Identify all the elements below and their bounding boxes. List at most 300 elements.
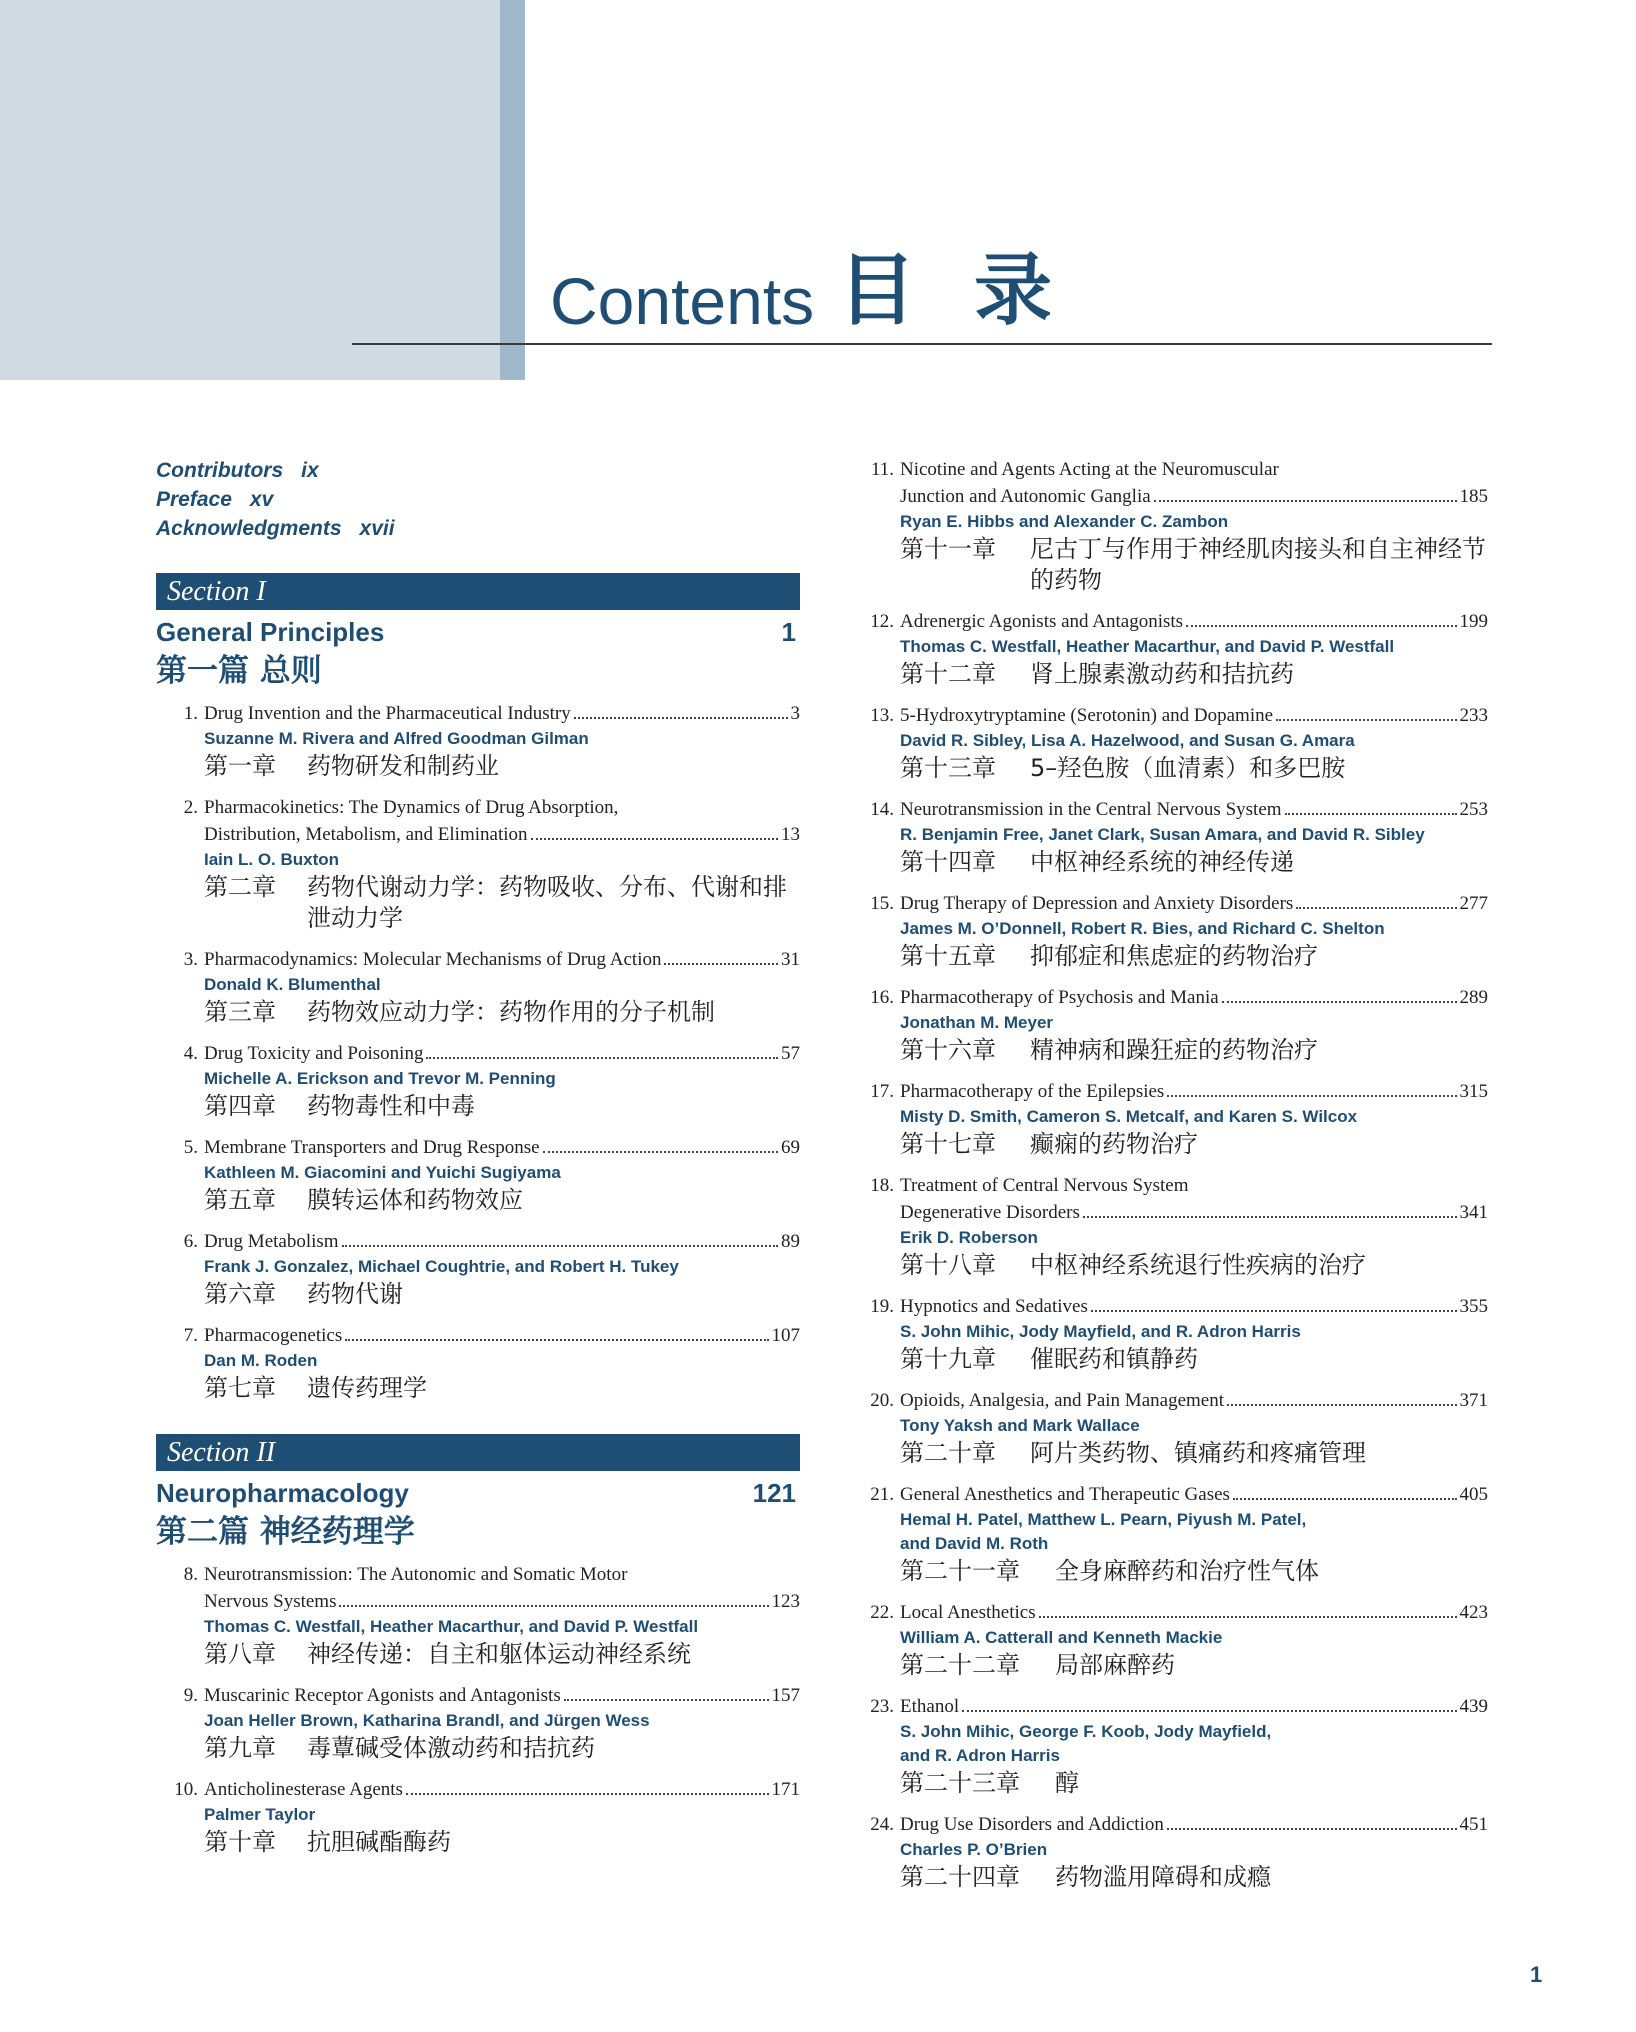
chapter-page: 371 (1459, 1390, 1488, 1411)
front-matter-item[interactable] (156, 456, 800, 485)
chapter-title: Ethanol (900, 1696, 960, 1717)
chapter-authors: Iain L. O. Buxton (204, 850, 340, 869)
chapter-authors: Ryan E. Hibbs and Alexander C. Zambon (900, 512, 1229, 531)
chapter-title: Nicotine and Agents Acting at the Neuromuscular (900, 459, 1279, 480)
chapter-title-cn (900, 1035, 1488, 1066)
chapter-entry[interactable] (852, 1387, 1488, 1469)
chapter-authors: S. John Mihic, George F. Koob, Jody Mayfield, (900, 1722, 1272, 1741)
chapter-title: Hypnotics and Sedatives (900, 1296, 1088, 1317)
chapter-page: 451 (1459, 1814, 1488, 1835)
chapter-number: 19. (870, 1296, 894, 1317)
chapter-title-line (900, 796, 1488, 823)
chapter-title: Degenerative Disorders (900, 1202, 1080, 1223)
chapter-entry[interactable] (852, 456, 1488, 596)
chapter-name-cn: 催眠药和镇静药 (1030, 1345, 1198, 1373)
chapter-name-cn: 药物研发和制药业 (307, 752, 499, 780)
chapter-label-cn: 第二十二章 (900, 1651, 1020, 1679)
section-label-bar: Section I (156, 573, 800, 610)
chapter-title-cn (204, 1733, 800, 1764)
chapter-title-cn (204, 1091, 800, 1122)
front-matter-item[interactable] (156, 485, 800, 514)
chapter-authors: Frank J. Gonzalez, Michael Coughtrie, and Robert H. Tukey (204, 1257, 679, 1276)
chapter-number: 10. (174, 1779, 198, 1800)
title-rule (352, 343, 1492, 345)
dot-leader (962, 1710, 1456, 1712)
chapter-body (900, 1172, 1488, 1281)
chapter-page: 171 (771, 1779, 800, 1800)
chapter-title-line (900, 1811, 1488, 1838)
chapter-title-line (900, 483, 1488, 510)
chapter-page: 31 (781, 949, 800, 970)
chapter-page: 69 (781, 1137, 800, 1158)
chapter-authors: James M. O’Donnell, Robert R. Bies, and Richard C. Shelton (900, 919, 1385, 938)
chapter-label-cn: 第五章 (204, 1186, 276, 1214)
chapter-body (900, 1599, 1488, 1681)
chapter-page: 199 (1459, 611, 1488, 632)
dot-leader (1154, 500, 1457, 502)
chapter-authors: Donald K. Blumenthal (204, 975, 381, 994)
header-decor-stripe (500, 0, 525, 380)
chapter-entry[interactable] (852, 890, 1488, 972)
chapter-title-cn (204, 751, 800, 782)
chapter-entry[interactable] (156, 794, 800, 934)
chapter-number: 24. (870, 1814, 894, 1835)
chapter-title-line (900, 1172, 1488, 1199)
chapter-number: 20. (870, 1390, 894, 1411)
dot-leader (426, 1057, 778, 1059)
chapter-title-line (900, 1481, 1488, 1508)
chapter-number: 14. (870, 799, 894, 820)
chapter-label-cn: 第十七章 (900, 1130, 996, 1158)
chapter-name-cn: 药物效应动力学：药物作用的分子机制 (307, 998, 715, 1026)
chapter-authors: Hemal H. Patel, Matthew L. Pearn, Piyush M. Patel, (900, 1510, 1307, 1529)
chapter-label-cn: 第二十三章 (900, 1769, 1020, 1797)
chapter-body (900, 1387, 1488, 1469)
chapter-authors: Thomas C. Westfall, Heather Macarthur, and David P. Westfall (204, 1617, 699, 1636)
chapter-title-line (204, 1588, 800, 1615)
chapter-label-cn: 第十一章 (900, 535, 996, 563)
chapter-label-cn: 第十六章 (900, 1036, 996, 1064)
header-decor-block (0, 0, 500, 380)
chapter-name-cn: 局部麻醉药 (1055, 1651, 1175, 1679)
chapter-label-cn: 第一章 (204, 752, 276, 780)
chapter-title: Opioids, Analgesia, and Pain Management (900, 1390, 1224, 1411)
chapter-name-cn: 精神病和躁狂症的药物治疗 (1030, 1036, 1318, 1064)
chapter-title: Neurotransmission in the Central Nervous System (900, 799, 1282, 820)
chapter-authors: David R. Sibley, Lisa A. Hazelwood, and Susan G. Amara (900, 731, 1355, 750)
chapter-title-line (204, 821, 800, 848)
chapter-body (204, 1134, 800, 1216)
chapter-number: 17. (870, 1081, 894, 1102)
chapter-title-cn (900, 534, 1488, 596)
chapter-page: 277 (1459, 893, 1488, 914)
chapter-page: 423 (1459, 1602, 1488, 1623)
chapter-label-cn: 第三章 (204, 998, 276, 1026)
chapter-title: Pharmacotherapy of Psychosis and Mania (900, 987, 1219, 1008)
chapter-body (204, 700, 800, 782)
chapter-number: 4. (183, 1043, 198, 1064)
chapter-title-cn (900, 1250, 1488, 1281)
chapter-label-cn: 第十八章 (900, 1251, 996, 1279)
chapter-title-line (900, 1199, 1488, 1226)
chapter-page: 185 (1459, 486, 1488, 507)
chapter-page: 315 (1459, 1081, 1488, 1102)
chapter-page: 107 (771, 1325, 800, 1346)
chapter-title-cn (204, 1827, 800, 1858)
dot-leader (1222, 1001, 1457, 1003)
chapter-body (900, 1481, 1488, 1587)
chapter-title-cn (900, 753, 1488, 784)
chapter-body (900, 1693, 1488, 1799)
chapter-authors: Palmer Taylor (204, 1805, 316, 1824)
chapter-entry[interactable] (852, 1811, 1488, 1893)
chapter-name-cn: 毒蕈碱受体激动药和拮抗药 (307, 1734, 595, 1762)
chapter-number: 8. (183, 1564, 198, 1585)
chapter-name-cn: 遗传药理学 (307, 1374, 427, 1402)
chapter-label-cn: 第八章 (204, 1640, 276, 1668)
section-heading[interactable] (156, 614, 800, 650)
chapter-body (204, 1322, 800, 1404)
chapter-entry[interactable] (156, 1228, 800, 1310)
chapter-label-cn: 第十四章 (900, 848, 996, 876)
chapter-authors: Erik D. Roberson (900, 1228, 1038, 1247)
chapter-authors: R. Benjamin Free, Janet Clark, Susan Amara, and David R. Sibley (900, 825, 1425, 844)
chapter-authors: and R. Adron Harris (900, 1746, 1060, 1765)
chapter-name-cn: 药物毒性和中毒 (307, 1092, 475, 1120)
chapter-authors: Jonathan M. Meyer (900, 1013, 1054, 1032)
chapter-label-cn: 第九章 (204, 1734, 276, 1762)
chapter-title-line (204, 946, 800, 973)
chapter-label-cn: 第二十一章 (900, 1557, 1020, 1585)
chapter-title: Nervous Systems (204, 1591, 337, 1612)
chapter-authors: Michelle A. Erickson and Trevor M. Penning (204, 1069, 556, 1088)
chapter-label-cn: 第六章 (204, 1280, 276, 1308)
dot-leader (1083, 1216, 1457, 1218)
chapter-title-line (900, 1599, 1488, 1626)
chapter-title-line (204, 1561, 800, 1588)
chapter-number: 15. (870, 893, 894, 914)
chapter-title: Drug Metabolism (204, 1231, 339, 1252)
front-matter-list (156, 456, 800, 543)
chapter-title-line (204, 1040, 800, 1067)
chapter-title-cn (204, 1279, 800, 1310)
chapter-page: 13 (781, 824, 800, 845)
dot-leader (1233, 1498, 1457, 1500)
chapter-title-line (204, 1776, 800, 1803)
section-page: 121 (752, 1478, 796, 1508)
chapter-name-cn: 全身麻醉药和治疗性气体 (1055, 1557, 1319, 1585)
chapter-body (900, 890, 1488, 972)
chapter-name-cn: 抗胆碱酯酶药 (307, 1828, 451, 1856)
chapter-label-cn: 第十章 (204, 1828, 276, 1856)
chapter-title-line (900, 984, 1488, 1011)
chapter-name-cn: 尼古丁与作用于神经肌肉接头和自主神经节的药物 (1030, 535, 1486, 594)
chapter-body (204, 946, 800, 1028)
dot-leader (342, 1245, 778, 1247)
dot-leader (574, 717, 788, 719)
chapter-title: 5-Hydroxytryptamine (Serotonin) and Dopamine (900, 705, 1274, 726)
chapter-title-line (204, 1682, 800, 1709)
chapter-authors: Suzanne M. Rivera and Alfred Goodman Gilman (204, 729, 589, 748)
chapter-label-cn: 第二章 (204, 873, 276, 901)
chapter-body (900, 1078, 1488, 1160)
chapter-title-cn (900, 1768, 1488, 1799)
chapter-label-cn: 第二十章 (900, 1439, 996, 1467)
chapter-page: 123 (771, 1591, 800, 1612)
chapter-body (204, 1776, 800, 1858)
chapter-title-cn (204, 1639, 800, 1670)
chapter-entry[interactable] (156, 1134, 800, 1216)
chapter-title: Muscarinic Receptor Agonists and Antagonists (204, 1685, 561, 1706)
chapter-title-cn (204, 1373, 800, 1404)
chapter-entry[interactable] (852, 1481, 1488, 1587)
chapter-entry[interactable] (156, 1682, 800, 1764)
chapter-title-line (900, 702, 1488, 729)
chapter-name-cn: 药物代谢 (307, 1280, 403, 1308)
chapter-label-cn: 第四章 (204, 1092, 276, 1120)
chapter-title: Pharmacotherapy of the Epilepsies (900, 1081, 1165, 1102)
chapter-name-cn: 膜转运体和药物效应 (307, 1186, 523, 1214)
chapter-entry[interactable] (156, 946, 800, 1028)
chapter-body (900, 456, 1488, 596)
chapter-name-cn: 癫痫的药物治疗 (1030, 1130, 1198, 1158)
chapter-body (900, 984, 1488, 1066)
chapter-title-cn (900, 1862, 1488, 1893)
chapter-body (204, 1228, 800, 1310)
section-title: Neuropharmacology (156, 1478, 409, 1508)
front-matter-item[interactable] (156, 514, 800, 543)
chapter-title: Local Anesthetics (900, 1602, 1036, 1623)
dot-leader (1167, 1095, 1456, 1097)
chapter-title: Adrenergic Agonists and Antagonists (900, 611, 1184, 632)
chapter-name-cn: 药物代谢动力学：药物吸收、分布、代谢和排泄动力学 (307, 873, 787, 932)
dot-leader (1186, 625, 1456, 627)
chapter-label-cn: 第十二章 (900, 660, 996, 688)
chapter-authors: William A. Catterall and Kenneth Mackie (900, 1628, 1223, 1647)
chapter-page: 439 (1459, 1696, 1488, 1717)
chapter-name-cn: 肾上腺素激动药和拮抗药 (1030, 660, 1294, 688)
chapter-number: 11. (870, 459, 894, 480)
chapter-number: 3. (183, 949, 198, 970)
chapter-authors: and David M. Roth (900, 1534, 1049, 1553)
chapter-name-cn: 中枢神经系统的神经传递 (1030, 848, 1294, 876)
chapter-authors: Thomas C. Westfall, Heather Macarthur, and David P. Westfall (900, 637, 1395, 656)
chapter-page: 405 (1459, 1484, 1488, 1505)
chapter-name-cn: 神经传递：自主和躯体运动神经系统 (307, 1640, 691, 1668)
chapter-title-line (204, 794, 800, 821)
chapter-page: 355 (1459, 1296, 1488, 1317)
chapter-entry[interactable] (852, 1293, 1488, 1375)
chapter-entry[interactable] (852, 1693, 1488, 1799)
chapter-body (900, 702, 1488, 784)
chapter-title-cn (900, 1556, 1488, 1587)
front-matter-page: ix (301, 459, 319, 482)
chapter-title: General Anesthetics and Therapeutic Gases (900, 1484, 1230, 1505)
dot-leader (564, 1699, 769, 1701)
chapter-name-cn: 阿片类药物、镇痛药和疼痛管理 (1030, 1439, 1366, 1467)
chapter-label-cn: 第十五章 (900, 942, 996, 970)
chapter-label-cn: 第十三章 (900, 754, 996, 782)
chapter-authors: Misty D. Smith, Cameron S. Metcalf, and Karen S. Wilcox (900, 1107, 1358, 1126)
chapter-authors: Charles P. O’Brien (900, 1840, 1048, 1859)
chapter-title: Distribution, Metabolism, and Elimination (204, 824, 528, 845)
chapter-entry[interactable] (852, 984, 1488, 1066)
chapter-title-cn (900, 847, 1488, 878)
chapter-entry[interactable] (156, 1040, 800, 1122)
chapter-body (900, 608, 1488, 690)
chapter-title-line (900, 608, 1488, 635)
dot-leader (1167, 1828, 1457, 1830)
chapter-number: 2. (183, 797, 198, 818)
chapter-body (900, 1811, 1488, 1893)
chapter-entry[interactable] (156, 1561, 800, 1670)
dot-leader (1091, 1310, 1457, 1312)
chapter-title-line (900, 456, 1488, 483)
chapter-name-cn: 抑郁症和焦虑症的药物治疗 (1030, 942, 1318, 970)
chapter-title: Drug Invention and the Pharmaceutical Industry (204, 703, 571, 724)
chapter-title-cn (900, 941, 1488, 972)
chapter-page: 289 (1459, 987, 1488, 1008)
chapter-title: Neurotransmission: The Autonomic and Somatic Motor (204, 1564, 628, 1585)
toc-right-column (852, 456, 1488, 1905)
chapter-authors: S. John Mihic, Jody Mayfield, and R. Adron Harris (900, 1322, 1301, 1341)
chapter-title: Pharmacodynamics: Molecular Mechanisms of Drug Action (204, 949, 662, 970)
chapter-title-cn (900, 1650, 1488, 1681)
contents-title: Contents (550, 264, 815, 338)
chapter-page: 3 (790, 703, 800, 724)
chapter-body (204, 1682, 800, 1764)
chapter-body (204, 1561, 800, 1670)
chapter-title-line (900, 1387, 1488, 1414)
dot-leader (1296, 907, 1456, 909)
section-title: General Principles (156, 617, 385, 647)
page-number: 1 (1530, 1962, 1543, 1987)
section-block (156, 1434, 800, 1858)
front-matter-page: xvii (359, 517, 395, 540)
chapter-authors: Joan Heller Brown, Katharina Brandl, and Jürgen Wess (204, 1711, 650, 1730)
chapter-number: 23. (870, 1696, 894, 1717)
chapter-number: 12. (870, 611, 894, 632)
chapter-name-cn: 药物滥用障碍和成瘾 (1055, 1863, 1271, 1891)
section-heading[interactable] (156, 1475, 800, 1511)
chapter-body (900, 796, 1488, 878)
chapter-entry[interactable] (852, 796, 1488, 878)
chapter-entry[interactable] (156, 1776, 800, 1858)
chapter-page: 253 (1459, 799, 1488, 820)
chapter-title-line (204, 1228, 800, 1255)
section-title-cn: 第二篇 神经药理学 (156, 1514, 415, 1550)
chapter-page: 341 (1459, 1202, 1488, 1223)
chapter-title-cn (204, 997, 800, 1028)
chapter-entry[interactable] (852, 1078, 1488, 1160)
chapter-number: 5. (183, 1137, 198, 1158)
chapter-title: Anticholinesterase Agents (204, 1779, 403, 1800)
chapter-authors: Kathleen M. Giacomini and Yuichi Sugiyama (204, 1163, 561, 1182)
dot-leader (543, 1151, 778, 1153)
chapter-authors: Tony Yaksh and Mark Wallace (900, 1416, 1140, 1435)
section-page: 1 (781, 617, 796, 647)
dot-leader (339, 1605, 768, 1607)
chapter-page: 89 (781, 1231, 800, 1252)
chapter-number: 22. (870, 1602, 894, 1623)
front-matter-label: Contributors (156, 459, 284, 482)
section-title-cn: 第一篇 总则 (156, 653, 322, 689)
dot-leader (1285, 813, 1457, 815)
chapter-title-line (204, 1322, 800, 1349)
chapter-title: Pharmacokinetics: The Dynamics of Drug Absorption, (204, 797, 619, 818)
chapter-title: Pharmacogenetics (204, 1325, 343, 1346)
front-matter-label: Acknowledgments (156, 517, 342, 540)
chapter-title-cn (900, 1438, 1488, 1469)
chapter-body (900, 1293, 1488, 1375)
chapter-entry[interactable] (156, 1322, 800, 1404)
chapter-label-cn: 第七章 (204, 1374, 276, 1402)
chapter-entry[interactable] (156, 700, 800, 782)
chapter-title: Junction and Autonomic Ganglia (900, 486, 1151, 507)
chapter-number: 9. (183, 1685, 198, 1706)
chapter-number: 18. (870, 1175, 894, 1196)
chapter-number: 1. (183, 703, 198, 724)
chapter-page: 233 (1459, 705, 1488, 726)
chapter-title-line (900, 1078, 1488, 1105)
chapter-authors: Dan M. Roden (204, 1351, 318, 1370)
chapter-label-cn: 第十九章 (900, 1345, 996, 1373)
chapter-title-line (900, 890, 1488, 917)
front-matter-label: Preface (156, 488, 232, 511)
chapter-title: Drug Toxicity and Poisoning (204, 1043, 424, 1064)
dot-leader (1276, 719, 1456, 721)
chapter-page: 157 (771, 1685, 800, 1706)
chapter-title-line (900, 1293, 1488, 1320)
chapter-label-cn: 第二十四章 (900, 1863, 1020, 1891)
section-block (156, 573, 800, 1404)
chapter-name-cn: 中枢神经系统退行性疾病的治疗 (1030, 1251, 1366, 1279)
chapter-entry[interactable] (852, 1172, 1488, 1281)
section-label-bar: Section II (156, 1434, 800, 1471)
chapter-entry[interactable] (852, 1599, 1488, 1681)
dot-leader (1227, 1404, 1457, 1406)
chapter-entry[interactable] (852, 608, 1488, 690)
chapter-title-cn (900, 1344, 1488, 1375)
chapter-name-cn: 5–羟色胺（血清素）和多巴胺 (1030, 754, 1346, 782)
chapter-number: 7. (183, 1325, 198, 1346)
chapter-title-line (204, 700, 800, 727)
chapter-entry[interactable] (852, 702, 1488, 784)
dot-leader (531, 838, 778, 840)
chapter-number: 21. (870, 1484, 894, 1505)
chapter-title: Drug Use Disorders and Addiction (900, 1814, 1164, 1835)
chapter-title: Treatment of Central Nervous System (900, 1175, 1189, 1196)
chapter-name-cn: 醇 (1055, 1769, 1079, 1797)
chapter-title-cn (204, 1185, 800, 1216)
chapter-title-line (204, 1134, 800, 1161)
chapter-number: 16. (870, 987, 894, 1008)
chapter-page: 57 (781, 1043, 800, 1064)
chapter-number: 13. (870, 705, 894, 726)
chapter-body (204, 1040, 800, 1122)
front-matter-page: xv (249, 488, 274, 511)
chapter-title-cn (900, 1129, 1488, 1160)
toc-left-column (156, 456, 800, 1888)
dot-leader (1039, 1616, 1457, 1618)
dot-leader (406, 1793, 769, 1795)
dot-leader (345, 1339, 768, 1341)
chapter-title: Drug Therapy of Depression and Anxiety Disorders (900, 893, 1294, 914)
chapter-title-cn (900, 659, 1488, 690)
dot-leader (664, 963, 778, 965)
chapter-title-line (900, 1693, 1488, 1720)
chapter-title: Membrane Transporters and Drug Response (204, 1137, 540, 1158)
